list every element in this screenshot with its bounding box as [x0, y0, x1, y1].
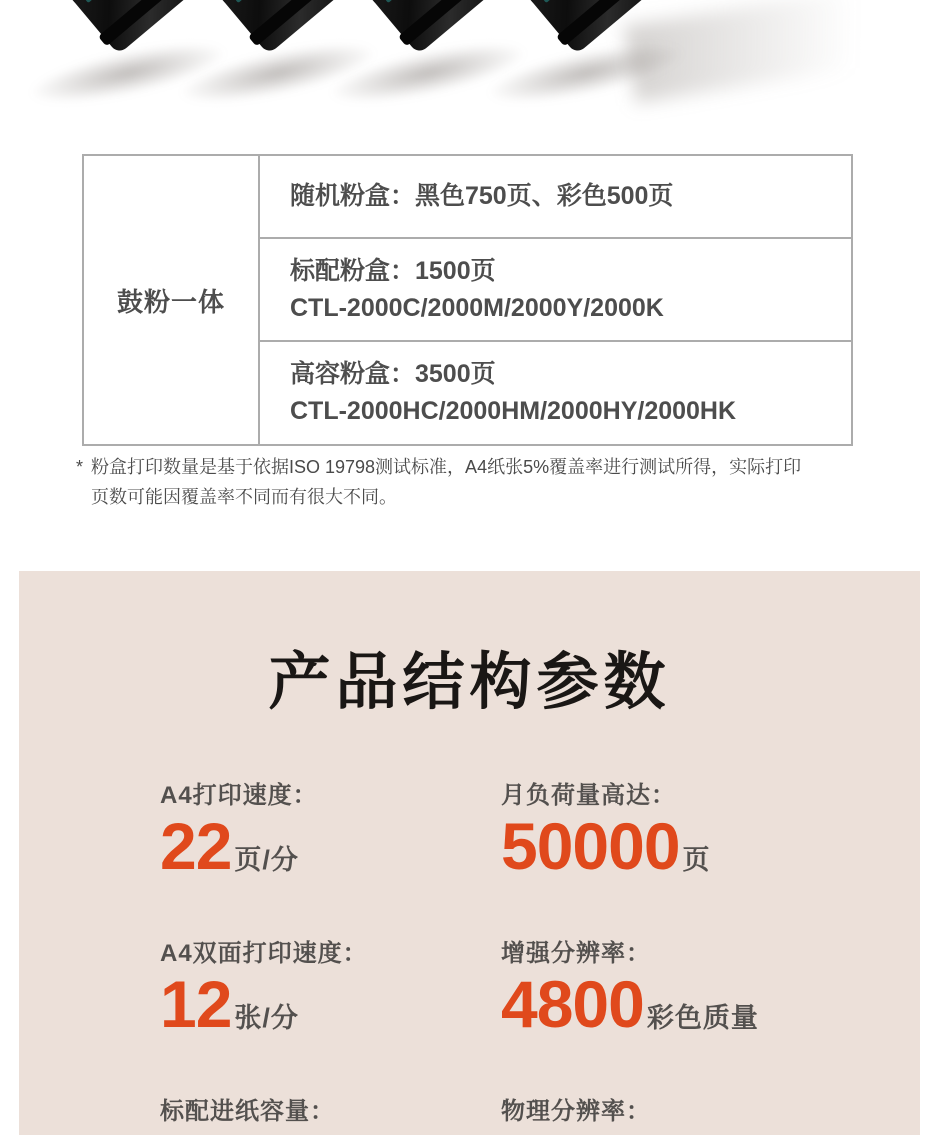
cartridge-accent: [543, 0, 574, 3]
spec-item-duplex-speed: [160, 939, 501, 1097]
cartridge-accent: [385, 0, 416, 3]
table-cell-line: 标配粉盒：1500页: [290, 256, 496, 285]
spec-label: 物理分辨率：: [501, 1098, 651, 1125]
table-body: [260, 156, 851, 444]
spec-value-row: [501, 967, 900, 1041]
footnote-line: 粉盒打印数量是基于依据ISO 19798测试标准，A4纸张5%覆盖率进行测试所得，实际打印: [91, 457, 802, 477]
cartridge-accent: [235, 0, 266, 3]
table-cell-line: CTL-2000C/2000M/2000Y/2000K: [290, 293, 664, 322]
spec-item-paper-capacity: [160, 1097, 501, 1135]
spec-label: A4打印速度：: [160, 782, 318, 809]
spec-item-physical-resolution: [501, 1097, 900, 1135]
cartridge-accent: [85, 0, 116, 3]
spec-item-enhanced-resolution: [501, 939, 900, 1097]
spec-item-monthly-duty: [501, 781, 900, 939]
table-row: [260, 237, 851, 340]
spec-unit: 页: [682, 845, 711, 875]
spec-value: 22: [160, 809, 232, 883]
spec-value-row: [501, 1129, 900, 1134]
spec-unit: 页/分: [234, 845, 299, 875]
product-structure-section: [19, 571, 920, 1135]
table-row-header: [84, 156, 260, 444]
spec-label: 月负荷量高达：: [501, 782, 676, 809]
spec-label: 标配进纸容量：: [160, 1098, 335, 1125]
spec-value: 12: [160, 967, 232, 1041]
section-title: 产品结构参数: [268, 648, 671, 717]
footnote: [76, 452, 878, 512]
spec-grid: [160, 781, 900, 1135]
spec-item-print-speed: [160, 781, 501, 939]
footnote-marker: *: [76, 457, 84, 477]
toner-cartridges-image: [0, 0, 940, 122]
toner-capacity-table: [82, 154, 853, 446]
spec-value-row: [160, 967, 501, 1041]
table-row: [260, 156, 851, 237]
spec-value-row: [501, 809, 900, 883]
spec-unit: 彩色质量: [646, 1003, 759, 1033]
footnote-line: 页数可能因覆盖率不同而有很大不同。: [91, 487, 397, 507]
row-header-label: 鼓粉一体: [116, 286, 225, 317]
spec-value-row: [160, 809, 501, 883]
spec-value: 4800: [501, 967, 644, 1041]
footnote-body: [76, 452, 878, 512]
spec-value-row: [160, 1129, 501, 1134]
spec-value: 50000: [501, 809, 680, 883]
table-row: [260, 340, 851, 444]
cartridge-shadow: [624, 0, 933, 103]
spec-label: A4双面打印速度：: [160, 940, 368, 967]
spec-label: 增强分辨率：: [501, 940, 651, 967]
table-cell-line: CTL-2000HC/2000HM/2000HY/2000HK: [290, 397, 737, 425]
spec-unit: 张/分: [234, 1003, 299, 1033]
table-cell-line: 随机粉盒：黑色750页、彩色500页: [290, 182, 674, 210]
table-cell-line: 高容粉盒：3500页: [290, 360, 496, 388]
